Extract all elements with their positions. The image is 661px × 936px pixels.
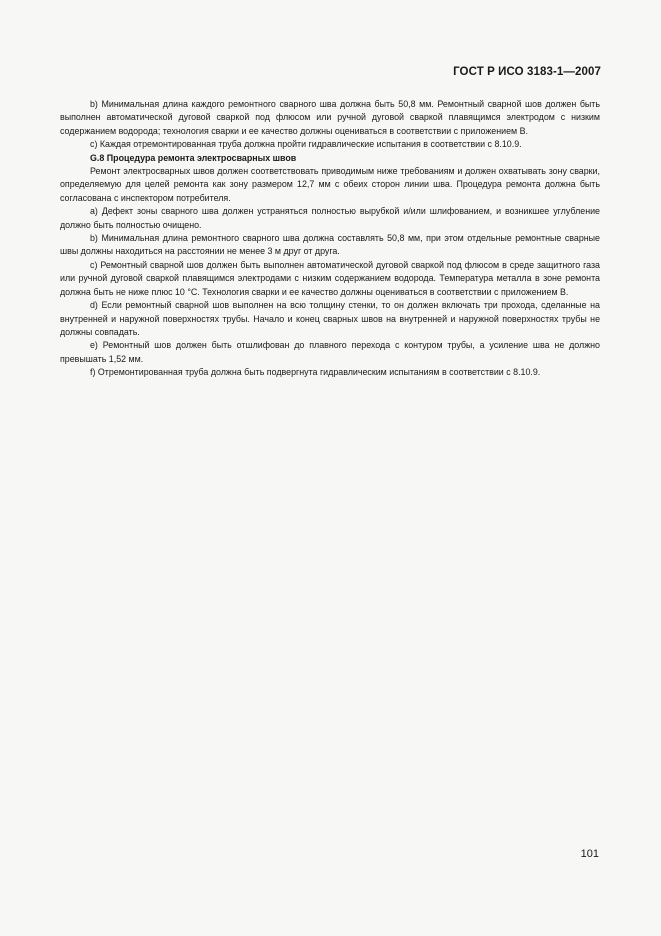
paragraph-a: a) Дефект зоны сварного шва должен устраняться полностью вырубкой и/или шлифованием, и возникшее углубление должно быть полностью очищено. [60,206,600,230]
paragraph-b: b) Минимальная длина ремонтного сварного шва должна составлять 50,8 мм, при этом отдельные ремонтные сварные швы должны находиться на расстоянии не менее 3 м друг от друга. [60,233,600,257]
paragraph-d: d) Если ремонтный сварной шов выполнен на всю толщину стенки, то он должен включать три прохода, сделанные на внутренней и наружной поверхностях трубы. Начало и конец сварных швов на внутренней и наружной поверхностях трубы не должны совпадать. [60,300,600,337]
paragraph-intro: Ремонт электросварных швов должен соответствовать приводимым ниже требованиям и должен охватывать зону сварки, определяемую для целей ремонта как зону размером 12,7 мм с обеих сторон линии шва. Процедура ремонта должна быть согласована с инспектором потребителя. [60,166,600,203]
paragraph-b-min-length: b) Минимальная длина каждого ремонтного сварного шва должна быть 50,8 мм. Ремонтный сварной шов должен быть выполнен автоматической дуговой сваркой под флюсом или ручной дуговой сваркой плавящимся электродом с низким содержанием водорода; технология сварки и ее качество должны оцениваться в соответствии с приложением В. [60,99,600,136]
page-number: 101 [580,848,599,860]
document-body [60,98,600,380]
document-header: ГОСТ Р ИСО 3183-1—2007 [453,66,601,78]
paragraph-c-hydro-test: c) Каждая отремонтированная труба должна пройти гидравлические испытания в соответствии с 8.10.9. [90,139,522,150]
paragraph-c: c) Ремонтный сварной шов должен быть выполнен автоматической дуговой сваркой под флюсом в среде защитного газа или ручной дуговой сваркой плавящимся электродами с низким содержанием водорода. Температура металла в зоне ремонта должна быть не ниже плюс 10 °С. Технология сварки и ее качество должны оцениваться в соответствии с приложением В. [60,259,600,297]
paragraph-e: e) Ремонтный шов должен быть отшлифован до плавного перехода с контуром трубы, а усиление шва не должно превышать 1,52 мм. [60,340,600,364]
paragraph-f: f) Отремонтированная труба должна быть подвергнута гидравлическим испытаниям в соответствии с 8.10.9. [90,367,541,378]
section-heading-g8: G.8 Процедура ремонта электросварных швов [90,152,297,163]
